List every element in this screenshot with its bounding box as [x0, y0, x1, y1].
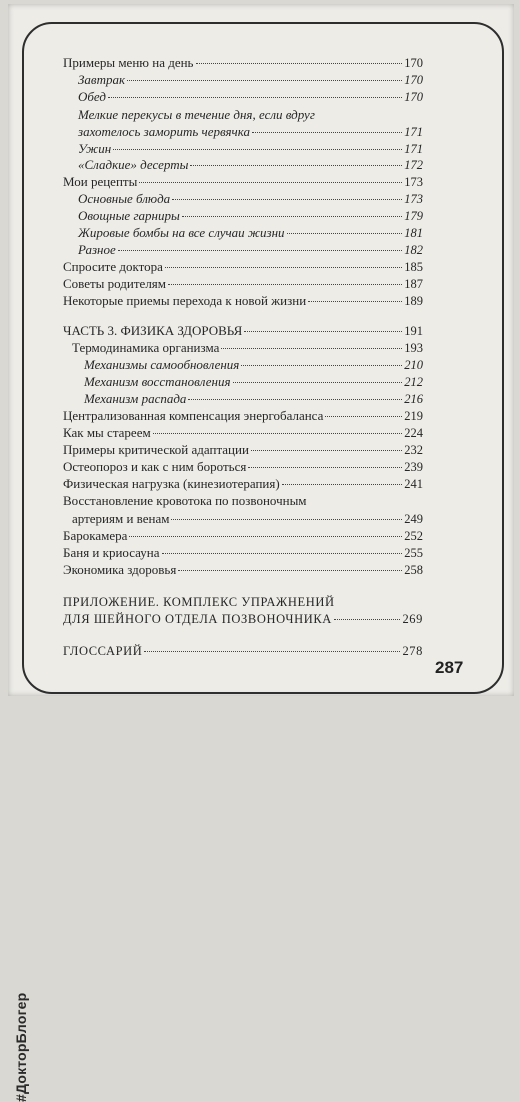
- toc-entry-title: Термодинамика организма: [72, 340, 220, 355]
- toc-entry-title: Овощные гарниры: [78, 208, 180, 223]
- toc-entry: [63, 545, 423, 561]
- toc-entry-title: Некоторые приемы перехода к новой жизни: [63, 293, 307, 308]
- toc-entry-page: 269: [402, 612, 423, 626]
- toc-entry-page: 170: [404, 90, 423, 104]
- toc-entry-title: Ужин: [78, 141, 112, 156]
- toc-entry-title: ДЛЯ ШЕЙНОГО ОТДЕЛА ПОЗВОНОЧНИКА: [63, 612, 332, 626]
- toc-entry: [84, 391, 423, 407]
- toc-entry: [63, 611, 423, 627]
- toc-entry-page: 187: [404, 277, 423, 291]
- toc-entry-title: Советы родителям: [63, 276, 167, 291]
- toc-entry-title: Завтрак: [78, 72, 126, 87]
- toc-entry: [78, 225, 423, 241]
- toc-entry: [63, 55, 423, 71]
- toc-entry-title: ГЛОССАРИЙ: [63, 644, 143, 658]
- toc-entry-page: 170: [404, 73, 423, 87]
- toc-entry-page: 193: [404, 341, 423, 355]
- toc-entry-title: ЧАСТЬ 3. ФИЗИКА ЗДОРОВЬЯ: [63, 323, 243, 338]
- toc-entry-page: 252: [404, 529, 423, 543]
- toc-entry-title-line: ПРИЛОЖЕНИЕ. КОМПЛЕКС УПРАЖНЕНИЙ: [63, 595, 335, 609]
- toc-entry: [63, 259, 423, 275]
- toc-entry-page: 189: [404, 294, 423, 308]
- toc-entry-page: 210: [404, 358, 423, 372]
- toc-entry-page: 224: [404, 426, 423, 440]
- toc-entry-title-line: Мелкие перекусы в течение дня, если вдруг: [78, 107, 315, 122]
- toc-entry: [63, 408, 423, 424]
- toc-entry-page: 216: [404, 392, 423, 406]
- toc-entry-title: Мои рецепты: [63, 174, 138, 189]
- toc-entry-title: «Сладкие» десерты: [78, 157, 189, 172]
- toc-entry: [63, 293, 423, 309]
- toc-entry-title: Баня и криосауна: [63, 545, 160, 560]
- toc-entry-title: Как мы стареем: [63, 425, 151, 440]
- toc-entry-page: 170: [404, 56, 423, 70]
- toc-entry: [63, 425, 423, 441]
- toc-entry-title-line: Восстановление кровотока по позвоночным: [63, 493, 307, 508]
- toc-entry-page: 179: [404, 209, 423, 223]
- toc-entry-title: Механизмы самообновления: [84, 357, 240, 372]
- toc-entry: [63, 459, 423, 475]
- toc-entry-title: Обед: [78, 89, 106, 104]
- toc-entry-title: Остеопороз и как с ним бороться: [63, 459, 247, 474]
- toc-entry: [63, 442, 423, 458]
- toc-entry: [78, 191, 423, 207]
- toc-entry-page: 278: [402, 644, 423, 658]
- toc-entry-title: Примеры критической адаптации: [63, 442, 249, 457]
- toc-entry: [72, 511, 423, 527]
- toc-entry: [63, 643, 423, 659]
- toc-entry: [63, 323, 423, 339]
- toc-entry-title: Основные блюда: [78, 191, 171, 206]
- toc-entry: [63, 276, 423, 292]
- toc-entry: [63, 528, 423, 544]
- toc-entry-page: 258: [404, 563, 423, 577]
- toc-entry-title: Барокамера: [63, 528, 128, 543]
- toc-entry-title: Механизм распада: [84, 391, 187, 406]
- toc-entry-page: 232: [404, 443, 423, 457]
- toc-entry-page: 241: [404, 477, 423, 491]
- toc-entry-page: 191: [404, 324, 423, 338]
- toc-entry: [84, 374, 423, 390]
- toc-entry-page: 185: [404, 260, 423, 274]
- toc-entry: [78, 242, 423, 258]
- toc-entry-title: Разное: [78, 242, 116, 257]
- toc-entry-page: 171: [404, 142, 423, 156]
- toc-entry-title: Примеры меню на день: [63, 55, 194, 70]
- toc-entry: [63, 562, 423, 578]
- page-number: 287: [432, 658, 466, 678]
- toc-entry-page: 255: [404, 546, 423, 560]
- toc-entry: [78, 141, 423, 157]
- toc-entry-page: 239: [404, 460, 423, 474]
- toc-entry: [78, 124, 423, 140]
- toc-entry-title: захотелось заморить червячка: [78, 124, 250, 139]
- toc-entry: [84, 357, 423, 373]
- toc-entry: [78, 89, 423, 105]
- toc-entry-title: Централизованная компенсация энергобаланса: [63, 408, 324, 423]
- toc-entry-page: 173: [404, 175, 423, 189]
- toc-entry-page: 249: [404, 512, 423, 526]
- toc-entry-title: Экономика здоровья: [63, 562, 177, 577]
- toc-entry: [78, 157, 423, 173]
- toc-entry: [63, 174, 423, 190]
- toc-entry-page: 173: [404, 192, 423, 206]
- toc-entry-title: артериям и венам: [72, 511, 170, 526]
- toc-entry-title: Механизм восстановления: [84, 374, 231, 389]
- toc-entry: [72, 340, 423, 356]
- toc-entry-title: Спросите доктора: [63, 259, 163, 274]
- toc-entry: [78, 208, 423, 224]
- toc-entry-page: 172: [404, 158, 423, 172]
- toc-entry-title: Жировые бомбы на все случаи жизни: [78, 225, 285, 240]
- side-hashtag: #ДокторБлогер: [13, 992, 29, 1102]
- toc-entry-page: 171: [404, 125, 423, 139]
- toc-entry-title: Физическая нагрузка (кинезиотерапия): [63, 476, 280, 491]
- toc-entry-page: 212: [404, 375, 423, 389]
- toc-entry-page: 182: [404, 243, 423, 257]
- toc-entry-page: 219: [404, 409, 423, 423]
- toc-entry: [63, 476, 423, 492]
- toc-entry-page: 181: [404, 226, 423, 240]
- toc-entry: [78, 72, 423, 88]
